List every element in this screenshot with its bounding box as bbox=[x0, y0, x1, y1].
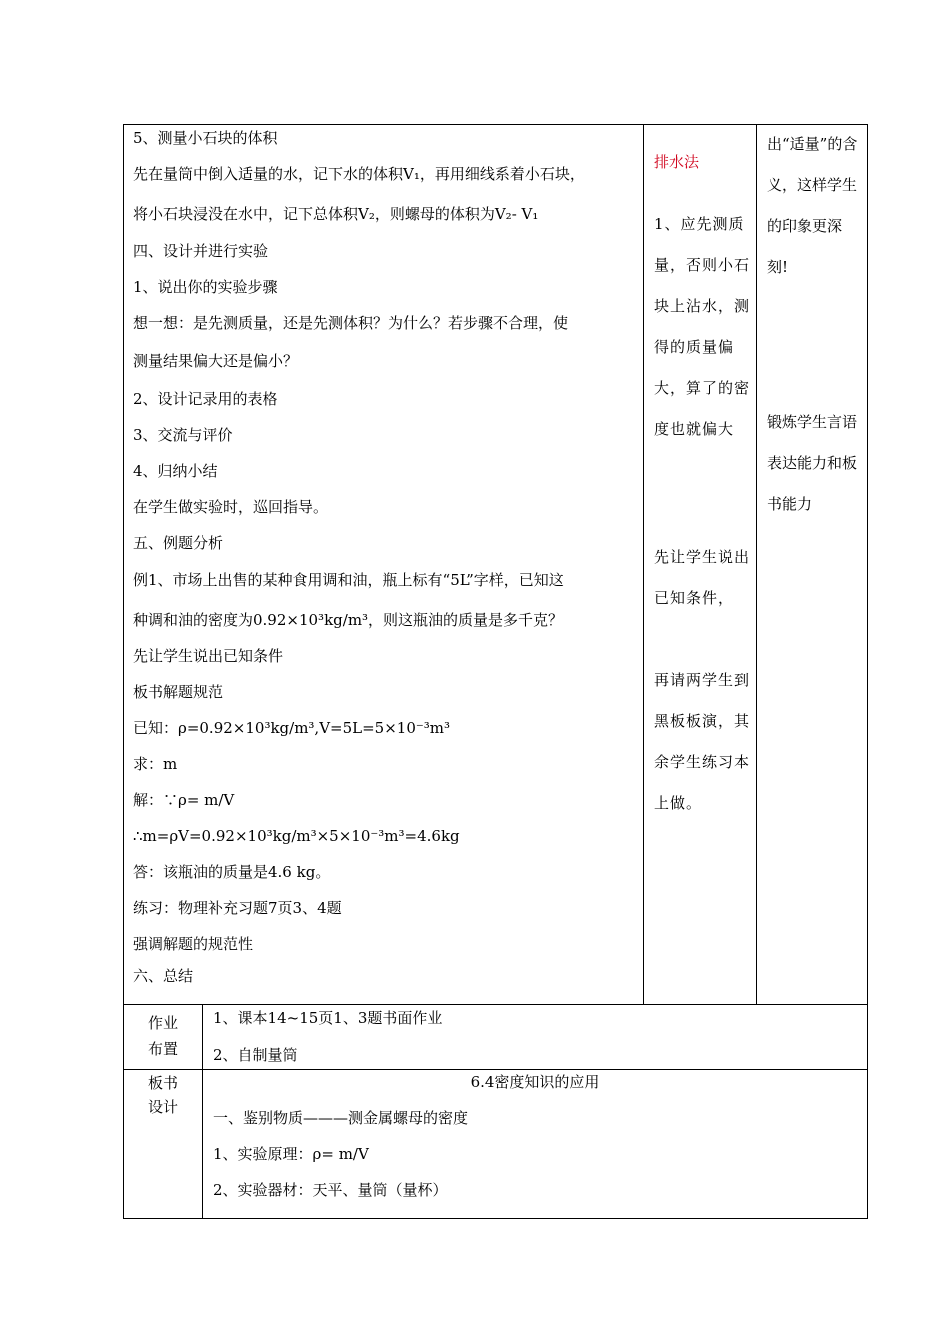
main-line-20: ∴m=ρV=0.92×10³kg/m³×5×10⁻³m³=4.6kg bbox=[133, 827, 460, 845]
board-line-2: 1、实验原理：ρ= m/V bbox=[213, 1145, 369, 1163]
main-line-22: 练习：物理补充习题7页3、4题 bbox=[133, 899, 342, 917]
method-label: 排水法 bbox=[654, 153, 700, 171]
main-line-9: 3、交流与评价 bbox=[133, 426, 233, 444]
main-line-11: 在学生做实验时，巡回指导。 bbox=[133, 498, 329, 516]
right-note-2: 锻炼学生言语表达能力和板书能力 bbox=[767, 413, 858, 513]
middle-note-2a: 先让学生说出已知条件， bbox=[654, 548, 751, 607]
label-column-divider bbox=[202, 1004, 203, 1219]
homework-label-1: 作业 bbox=[147, 1014, 178, 1032]
main-line-7: 测量结果偏大还是偏小？ bbox=[133, 352, 299, 370]
main-line-2: 先在量筒中倒入适量的水，记下水的体积V₁，再用细线系着小石块， bbox=[133, 165, 585, 183]
main-line-1: 5、测量小石块的体积 bbox=[133, 129, 278, 147]
board-label-2: 设计 bbox=[147, 1098, 178, 1116]
board-title: 6.4密度知识的应用 bbox=[470, 1073, 600, 1091]
main-line-23: 强调解题的规范性 bbox=[133, 935, 254, 953]
homework-label-2: 布置 bbox=[147, 1040, 178, 1058]
column-divider-notes bbox=[756, 124, 757, 1005]
board-label-1: 板书 bbox=[147, 1074, 178, 1092]
main-line-8: 2、设计记录用的表格 bbox=[133, 390, 278, 408]
middle-note-2b: 再请两学生到黑板板演，其余学生练习本上做。 bbox=[654, 671, 751, 812]
main-line-14: 种调和油的密度为0.92×10³kg/m³，则这瓶油的质量是多千克？ bbox=[133, 611, 564, 629]
homework-item-2: 2、自制量筒 bbox=[213, 1046, 298, 1064]
table-bottom-border bbox=[123, 1218, 868, 1219]
homework-item-1: 1、课本14~15页1、3题书面作业 bbox=[213, 1009, 443, 1027]
main-line-10: 4、归纳小结 bbox=[133, 462, 218, 480]
main-line-17: 已知：ρ=0.92×10³kg/m³,V=5L=5×10⁻³m³ bbox=[133, 719, 451, 737]
row-divider-2 bbox=[123, 1069, 868, 1070]
column-divider-main bbox=[643, 124, 644, 1005]
right-note-1: 出“适量”的含义，这样学生的印象更深刻! bbox=[767, 135, 858, 276]
main-line-12: 五、例题分析 bbox=[133, 534, 224, 552]
main-line-6: 想一想：是先测质量，还是先测体积？为什么？若步骤不合理，使 bbox=[133, 314, 569, 332]
main-line-24: 六、总结 bbox=[133, 967, 194, 985]
table-right-border bbox=[867, 124, 868, 1219]
main-line-5: 1、说出你的实验步骤 bbox=[133, 278, 278, 296]
main-line-18: 求：m bbox=[133, 755, 178, 773]
main-line-3: 将小石块浸没在水中，记下总体积V₂，则螺母的体积为V₂- V₁ bbox=[133, 205, 539, 223]
main-line-16: 板书解题规范 bbox=[133, 683, 224, 701]
main-line-21: 答：该瓶油的质量是4.6 kg。 bbox=[133, 863, 331, 881]
main-line-19: 解：∵ρ= m/V bbox=[133, 791, 235, 809]
board-line-1: 一、鉴别物质———测金属螺母的密度 bbox=[213, 1109, 469, 1127]
middle-note-1: 1、应先测质量，否则小石块上沾水，测得的质量偏大，算了的密度也就偏大 bbox=[654, 215, 751, 438]
main-line-15: 先让学生说出已知条件 bbox=[133, 647, 284, 665]
board-line-3: 2、实验器材：天平、量筒（量杯） bbox=[213, 1181, 448, 1199]
main-line-13: 例1、市场上出售的某种食用调和油，瓶上标有“5L”字样，已知这 bbox=[133, 571, 564, 589]
main-line-4: 四、设计并进行实验 bbox=[133, 242, 269, 260]
